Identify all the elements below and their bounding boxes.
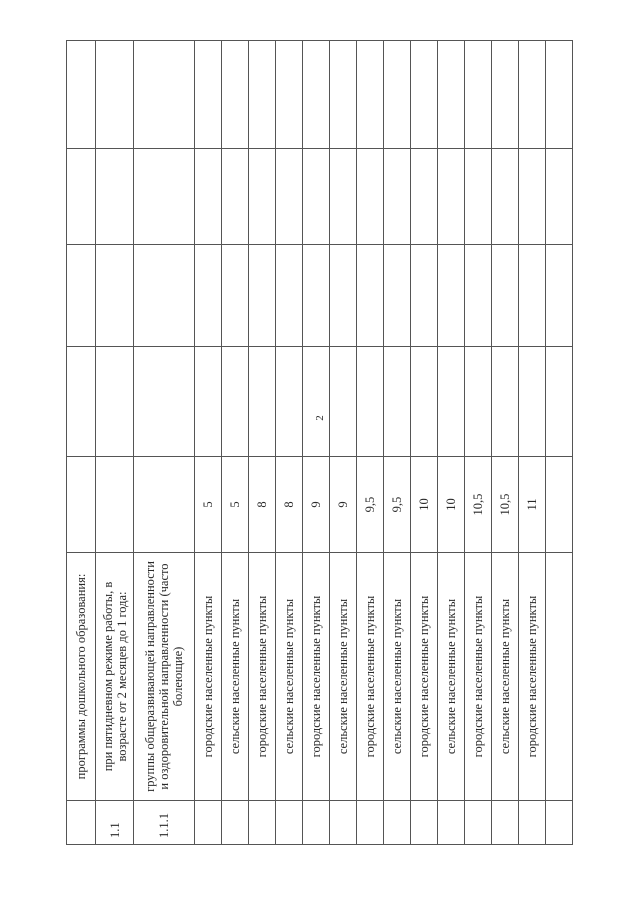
value-cell: 9 xyxy=(303,457,330,553)
description-cell: сельские населенные пункты xyxy=(276,553,303,801)
table-row xyxy=(222,41,249,845)
row-number-cell xyxy=(546,801,573,845)
value-cell: 5 xyxy=(222,457,249,553)
empty-cell xyxy=(96,245,134,347)
table-row xyxy=(357,41,384,845)
empty-cell xyxy=(411,41,438,149)
value-cell: 9,5 xyxy=(384,457,411,553)
row-number-cell xyxy=(195,801,222,845)
table-row xyxy=(519,41,546,845)
empty-cell xyxy=(276,245,303,347)
value-cell: 8 xyxy=(249,457,276,553)
row-number-cell xyxy=(330,801,357,845)
table-row xyxy=(546,41,573,845)
empty-cell xyxy=(465,41,492,149)
description-cell: сельские населенные пункты xyxy=(222,553,249,801)
empty-cell xyxy=(195,149,222,245)
empty-cell xyxy=(67,347,96,457)
row-number-cell xyxy=(384,801,411,845)
description-cell: городские населенные пункты xyxy=(303,553,330,801)
value-cell xyxy=(134,457,195,553)
empty-cell xyxy=(438,41,465,149)
fee-table xyxy=(66,40,573,845)
empty-cell xyxy=(357,149,384,245)
empty-cell xyxy=(222,245,249,347)
empty-cell xyxy=(67,149,96,245)
empty-cell xyxy=(276,347,303,457)
table-row xyxy=(276,41,303,845)
empty-cell xyxy=(384,245,411,347)
empty-cell xyxy=(303,41,330,149)
table-body xyxy=(67,41,573,845)
empty-cell xyxy=(303,347,330,457)
empty-cell xyxy=(492,149,519,245)
empty-cell xyxy=(67,41,96,149)
row-number-cell xyxy=(276,801,303,845)
empty-cell xyxy=(276,41,303,149)
empty-cell xyxy=(195,347,222,457)
empty-cell xyxy=(67,245,96,347)
empty-cell xyxy=(249,245,276,347)
empty-cell xyxy=(276,149,303,245)
value-cell: 8 xyxy=(276,457,303,553)
empty-cell xyxy=(357,245,384,347)
empty-cell xyxy=(492,347,519,457)
row-number-cell xyxy=(67,801,96,845)
value-cell: 10 xyxy=(411,457,438,553)
empty-cell xyxy=(134,245,195,347)
description-cell: городские населенные пункты xyxy=(357,553,384,801)
row-number-cell xyxy=(222,801,249,845)
empty-cell xyxy=(330,245,357,347)
row-number-cell xyxy=(411,801,438,845)
row-number-cell: 1.1.1 xyxy=(134,801,195,845)
empty-cell xyxy=(249,41,276,149)
value-cell: 9,5 xyxy=(357,457,384,553)
empty-cell xyxy=(134,41,195,149)
empty-cell xyxy=(330,347,357,457)
description-cell: сельские населенные пункты xyxy=(438,553,465,801)
table-row xyxy=(465,41,492,845)
table-row xyxy=(438,41,465,845)
row-number-cell xyxy=(303,801,330,845)
empty-cell xyxy=(492,41,519,149)
empty-cell xyxy=(465,245,492,347)
description-cell: при пятидневном режиме работы, в возрасте от 2 месяцев до 1 года: xyxy=(96,553,134,801)
empty-cell xyxy=(465,347,492,457)
value-cell: 11 xyxy=(519,457,546,553)
description-cell: городские населенные пункты xyxy=(465,553,492,801)
row-number-cell: 1.1 xyxy=(96,801,134,845)
value-cell: 10 xyxy=(438,457,465,553)
description-cell: программы дошкольного образования: xyxy=(67,553,96,801)
description-cell: городские населенные пункты xyxy=(519,553,546,801)
empty-cell xyxy=(546,347,573,457)
empty-cell xyxy=(411,245,438,347)
value-cell: 9 xyxy=(330,457,357,553)
row-number-cell xyxy=(465,801,492,845)
value-cell: 5 xyxy=(195,457,222,553)
description-cell: группы общеразвивающей направленности и оздоровительной направленности (часто болеющие) xyxy=(134,553,195,801)
empty-cell xyxy=(546,41,573,149)
description-cell: городские населенные пункты xyxy=(195,553,222,801)
empty-cell xyxy=(330,149,357,245)
value-cell xyxy=(546,457,573,553)
rotated-table-container xyxy=(66,41,554,845)
empty-cell xyxy=(357,347,384,457)
empty-cell xyxy=(222,149,249,245)
empty-cell xyxy=(519,347,546,457)
table-row xyxy=(134,41,195,845)
table-row xyxy=(195,41,222,845)
empty-cell xyxy=(134,347,195,457)
empty-cell xyxy=(249,347,276,457)
description-cell xyxy=(546,553,573,801)
empty-cell xyxy=(357,41,384,149)
table-row xyxy=(303,41,330,845)
row-number-cell xyxy=(438,801,465,845)
empty-cell xyxy=(465,149,492,245)
table-row xyxy=(384,41,411,845)
empty-cell xyxy=(519,149,546,245)
value-cell: 10,5 xyxy=(465,457,492,553)
empty-cell xyxy=(438,347,465,457)
empty-cell xyxy=(546,245,573,347)
empty-cell xyxy=(384,149,411,245)
table-row xyxy=(96,41,134,845)
empty-cell xyxy=(96,149,134,245)
empty-cell xyxy=(384,347,411,457)
table-row xyxy=(249,41,276,845)
empty-cell xyxy=(492,245,519,347)
empty-cell xyxy=(96,41,134,149)
table-row xyxy=(67,41,96,845)
value-cell: 10,5 xyxy=(492,457,519,553)
empty-cell xyxy=(519,41,546,149)
empty-cell xyxy=(519,245,546,347)
empty-cell xyxy=(411,149,438,245)
description-cell: сельские населенные пункты xyxy=(384,553,411,801)
empty-cell xyxy=(546,149,573,245)
empty-cell xyxy=(134,149,195,245)
empty-cell xyxy=(195,245,222,347)
description-cell: городские населенные пункты xyxy=(249,553,276,801)
empty-cell xyxy=(384,41,411,149)
description-cell: сельские населенные пункты xyxy=(492,553,519,801)
table-row xyxy=(411,41,438,845)
empty-cell xyxy=(222,41,249,149)
row-number-cell xyxy=(519,801,546,845)
empty-cell xyxy=(330,41,357,149)
row-number-cell xyxy=(357,801,384,845)
table-row xyxy=(492,41,519,845)
empty-cell xyxy=(222,347,249,457)
row-number-cell xyxy=(492,801,519,845)
value-cell xyxy=(67,457,96,553)
value-cell xyxy=(96,457,134,553)
description-cell: сельские населенные пункты xyxy=(330,553,357,801)
page-number: 2 xyxy=(314,415,326,421)
table-row xyxy=(330,41,357,845)
empty-cell xyxy=(249,149,276,245)
empty-cell xyxy=(438,245,465,347)
description-cell: городские населенные пункты xyxy=(411,553,438,801)
empty-cell xyxy=(303,245,330,347)
empty-cell xyxy=(303,149,330,245)
row-number-cell xyxy=(249,801,276,845)
empty-cell xyxy=(96,347,134,457)
empty-cell xyxy=(195,41,222,149)
empty-cell xyxy=(411,347,438,457)
empty-cell xyxy=(438,149,465,245)
